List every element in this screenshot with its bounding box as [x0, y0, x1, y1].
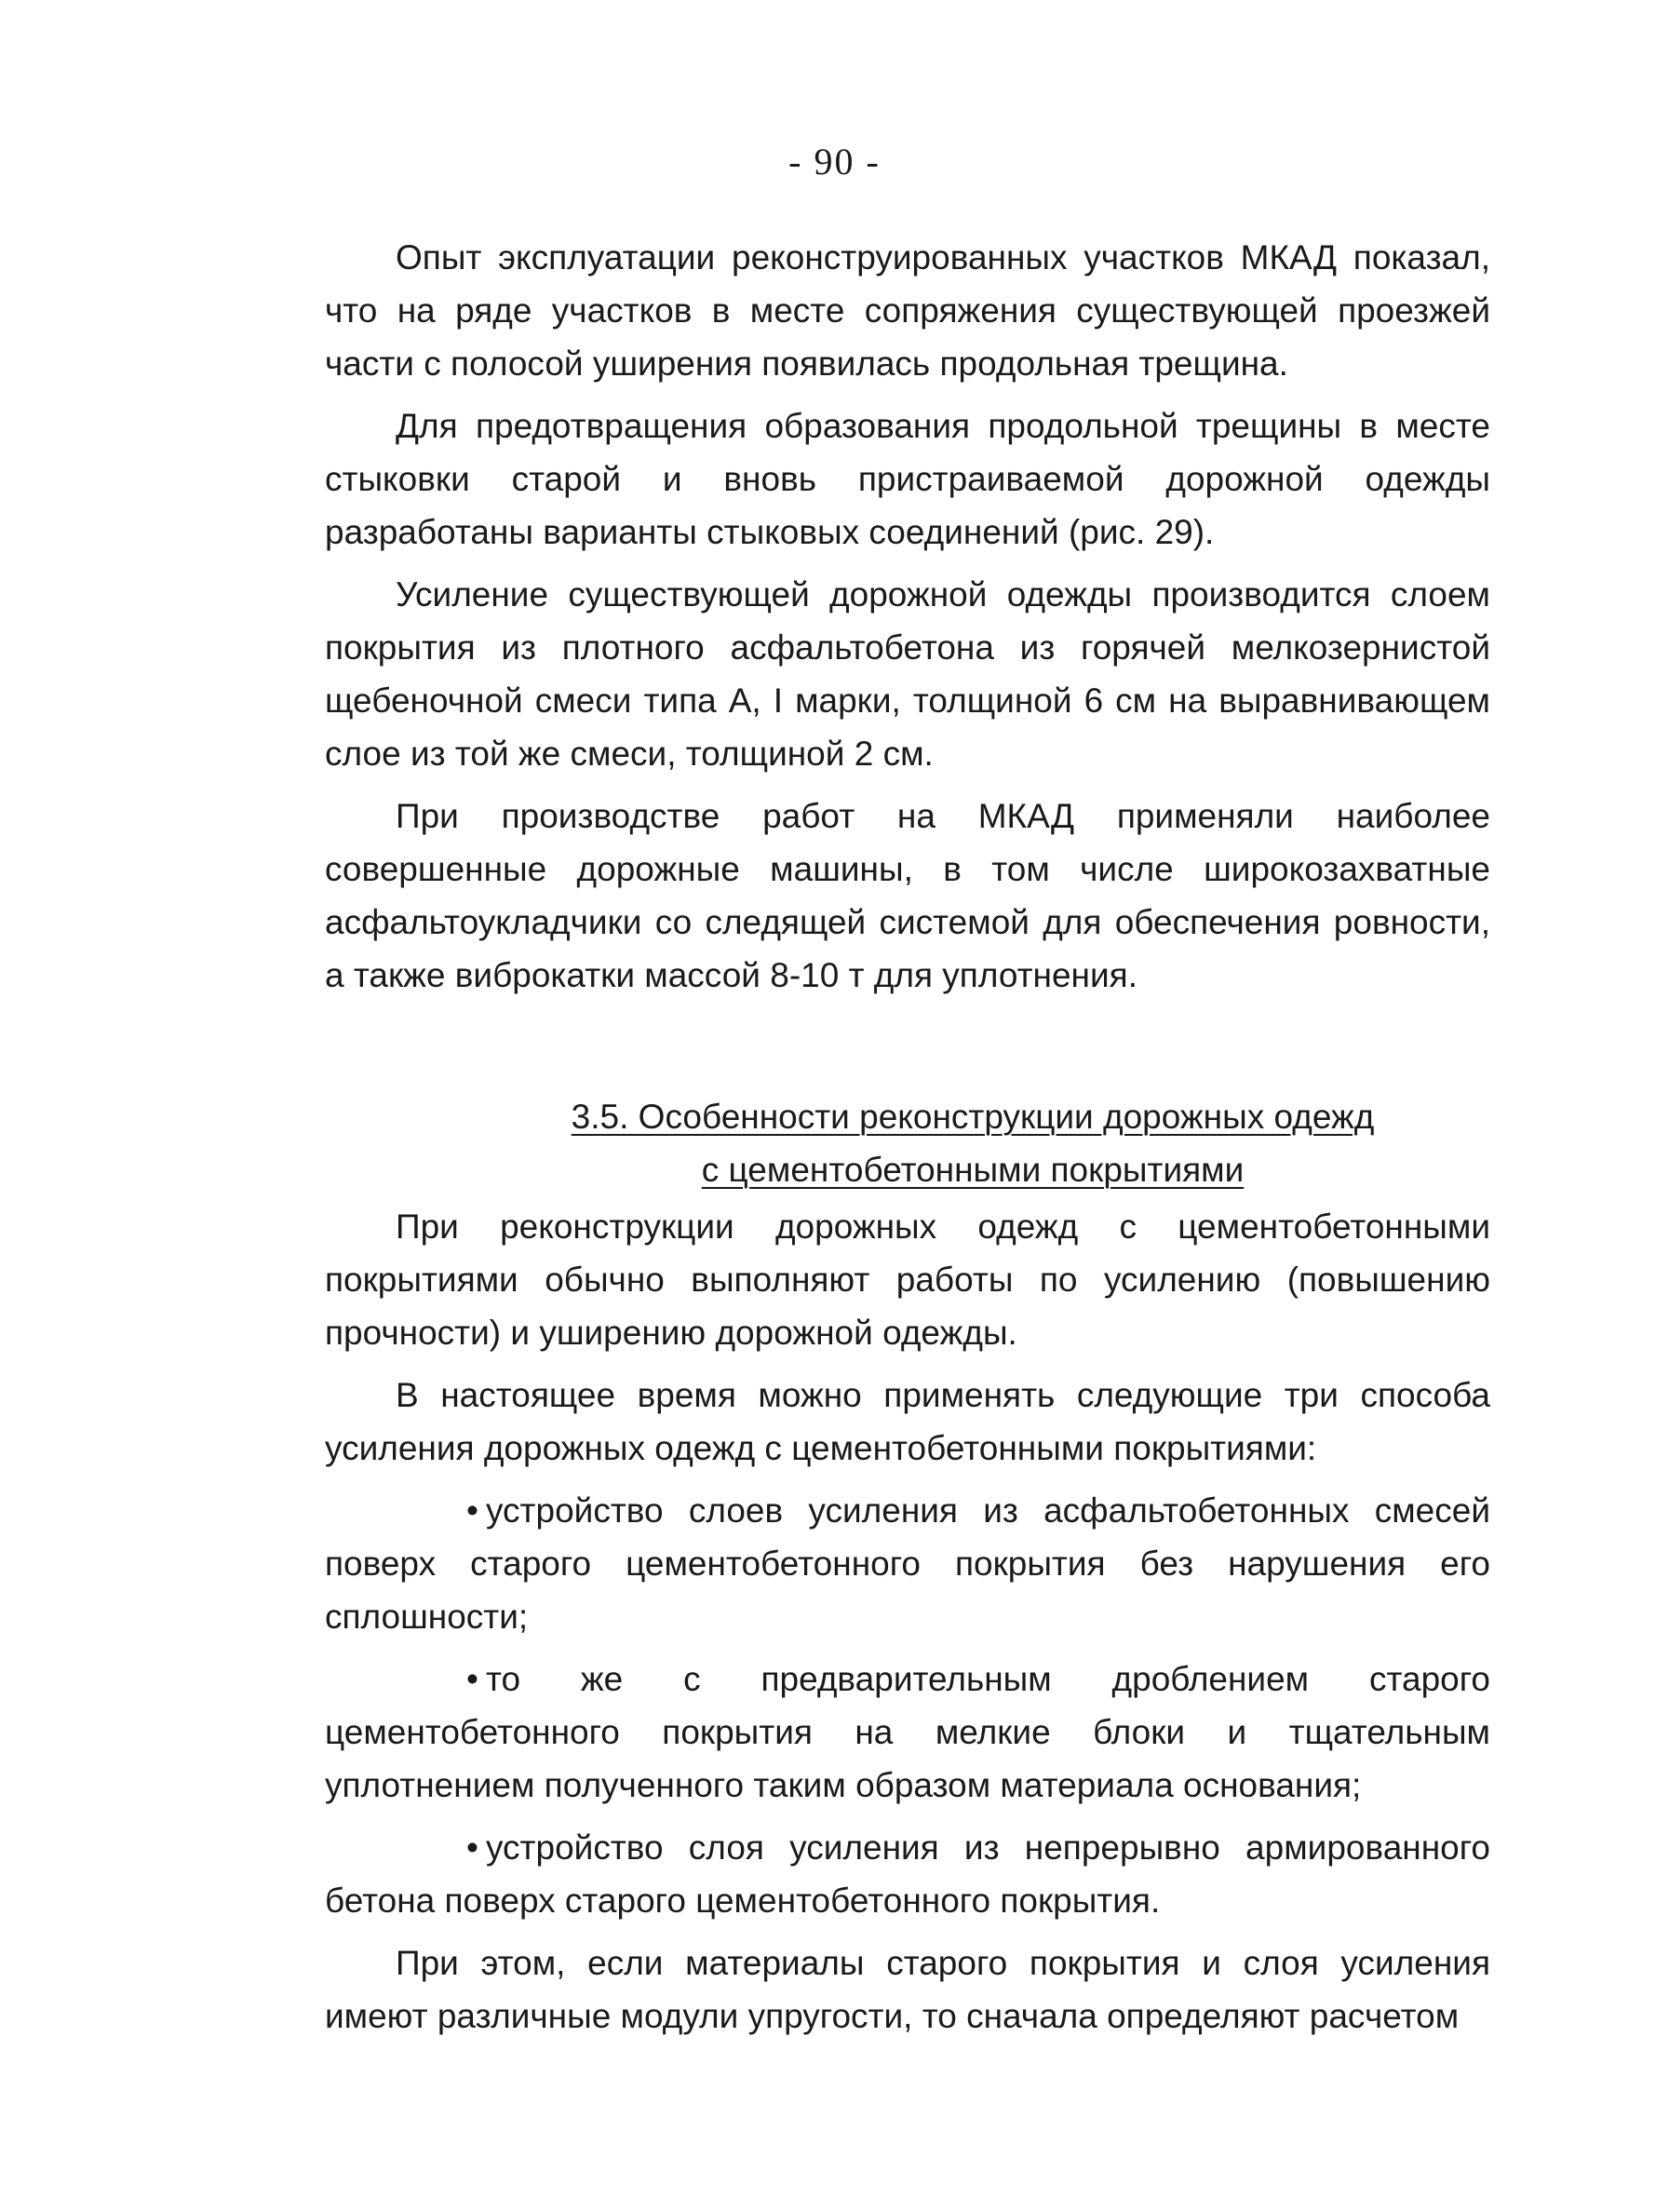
- document-body: [325, 231, 1490, 2052]
- section-heading: [325, 1090, 1490, 1196]
- list-item: [325, 1652, 1490, 1812]
- paragraph-reconstruction-works: При реконструкции дорожных одежд с цементобетонными покрытиями обычно выполняют работы по усилению (повышению прочности) и уширению дорожной одежды.: [325, 1207, 1490, 1352]
- list-item-text: устройство слоя усиления из непрерывно армированного бетона поверх старого цементобетонного покрытия.: [325, 1828, 1490, 1920]
- paragraph-pavement-reinforcement: Усиление существующей дорожной одежды производится слоем покрытия из плотного асфальтобетона из горячей мелкозернистой щебеночной смеси типа А, I марки, толщиной 6 см на выравнивающем слое из той же смеси, толщиной 2 см.: [325, 575, 1490, 773]
- section-heading-line-1: 3.5. Особенности реконструкции дорожных одежд: [571, 1098, 1375, 1136]
- paragraph-three-methods: В настоящее время можно применять следующие три способа усиления дорожных одежд с цементобетонными покрытиями:: [325, 1376, 1490, 1467]
- page-number: - 90 -: [788, 141, 881, 182]
- bullet-icon: •: [466, 1828, 478, 1867]
- list-item: [325, 1821, 1490, 1927]
- section-heading-line-2: с цементобетонными покрытиями: [701, 1151, 1245, 1189]
- list-item: [325, 1484, 1490, 1643]
- bullet-icon: •: [466, 1660, 478, 1698]
- paragraph-road-machines: При производстве работ на МКАД применяли наиболее совершенные дорожные машины, в том числе широкозахватные асфальтоукладчики со следящей системой для обеспечения ровности, а также виброкатки массой 8-10 т для уплотнения.: [325, 797, 1490, 994]
- paragraph-mkad-experience: Опыт эксплуатации реконструированных участков МКАД показал, что на ряде участков в месте сопряжения существующей проезжей части с полосой уширения появилась продольная трещина.: [325, 238, 1490, 383]
- list-item-text: то же с предварительным дроблением старого цементобетонного покрытия на мелкие блоки и тщательным уплотнением полученного таким образом материала основания;: [325, 1660, 1490, 1804]
- bullet-icon: •: [466, 1491, 478, 1530]
- paragraph-closing: При этом, если материалы старого покрытия и слоя усиления имеют различные модули упругости, то сначала определяют расчетом: [325, 1944, 1490, 2035]
- list-item-text: устройство слоев усиления из асфальтобетонных смесей поверх старого цементобетонного покрытия без нарушения его сплошности;: [325, 1491, 1490, 1636]
- paragraph-crack-prevention: Для предотвращения образования продольной трещины в месте стыковки старой и вновь пристраиваемой дорожной одежды разработаны варианты стыковых соединений (рис. 29).: [325, 407, 1490, 551]
